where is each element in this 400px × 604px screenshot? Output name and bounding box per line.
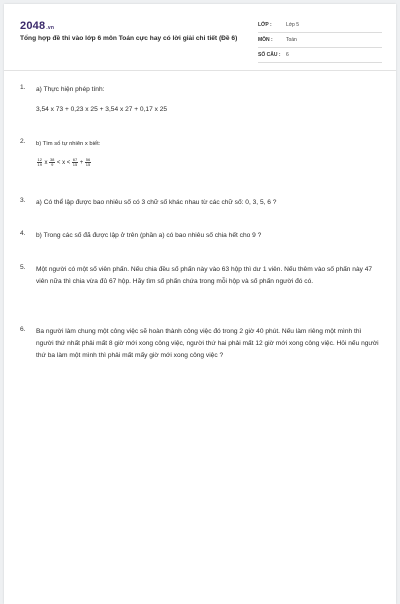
meta-row-subject	[258, 35, 382, 48]
question-expression: 3,54 x 73 + 0,23 x 25 + 3,54 x 27 + 0,17 x 25	[36, 106, 168, 113]
question-number: 1.	[20, 84, 26, 91]
document-title: Tổng hợp đề thi vào lớp 6 môn Toán cực hay có lời giải chi tiết (Đề 6)	[20, 35, 238, 42]
question-1	[20, 84, 380, 124]
exam-meta	[258, 20, 382, 65]
meta-value: 6	[286, 52, 289, 58]
meta-row-grade	[258, 20, 382, 33]
fraction: $\frac{12}{19}$	[37, 157, 42, 167]
question-number: 2.	[20, 138, 26, 145]
question-text: b) Tìm số tự nhiên x biết:	[36, 141, 101, 147]
question-number: 6.	[20, 326, 26, 333]
logo-text: 2048	[20, 20, 46, 32]
question-3	[20, 197, 380, 211]
fraction: $\frac{56}{15}$	[85, 157, 91, 167]
logo-domain: .vn	[46, 25, 55, 31]
exam-page	[4, 4, 396, 604]
question-text: Ba người làm chung một công việc sẽ hoàn thành công việc đó trong 2 giờ 40 phút. Nếu làm riêng một mình thì người thứ nhất phải mất 8 giờ mới xong công việc, người thứ hai phải mất 12 giờ mới xong công việc. Hỏi nếu người thứ ba làm một mình thì phải mất mấy giờ mới xong công việc ?	[36, 328, 379, 359]
question-text: a) Thực hiện phép tính:	[36, 86, 105, 93]
question-number: 5.	[20, 264, 26, 271]
meta-label: SỐ CÂU :	[258, 52, 281, 58]
meta-label: LỚP :	[258, 22, 272, 28]
fraction: $\frac{38}{9}$	[49, 157, 55, 167]
question-expression: $\frac{12}{19}$ x $\frac{38}{9}$ < x < $\frac{67}{15}$ + $\frac{56}{15}$	[37, 157, 91, 167]
meta-row-question-count	[258, 50, 382, 63]
question-5	[20, 264, 380, 304]
question-text: a) Có thể lập được bao nhiêu số có 3 chữ số khác nhau từ các chữ số: 0, 3, 5, 6 ?	[36, 199, 277, 206]
question-number: 3.	[20, 197, 26, 204]
question-4	[20, 230, 380, 244]
question-6	[20, 326, 380, 378]
question-text: Một người có một số viên phấn. Nếu chia đều số phấn này vào 63 hộp thì dư 1 viên. Nếu thêm vào số phấn này 47 viên nữa thì chia vừa đủ 67 hộp. Hãy tìm số phấn chứa trong mỗi hộp và số phấn người đó có.	[36, 266, 373, 285]
question-number: 4.	[20, 230, 26, 237]
question-text: b) Trong các số đã được lập ở trên (phần a) có bao nhiêu số chia hết cho 9 ?	[36, 232, 262, 239]
question-2	[20, 138, 380, 178]
header-divider	[4, 70, 396, 71]
meta-label: MÔN :	[258, 37, 273, 43]
exam-header	[20, 20, 382, 70]
meta-value: Toán	[286, 37, 297, 43]
site-logo[interactable]	[20, 20, 54, 32]
meta-value: Lớp 5	[286, 22, 300, 28]
fraction: $\frac{67}{15}$	[72, 157, 78, 167]
